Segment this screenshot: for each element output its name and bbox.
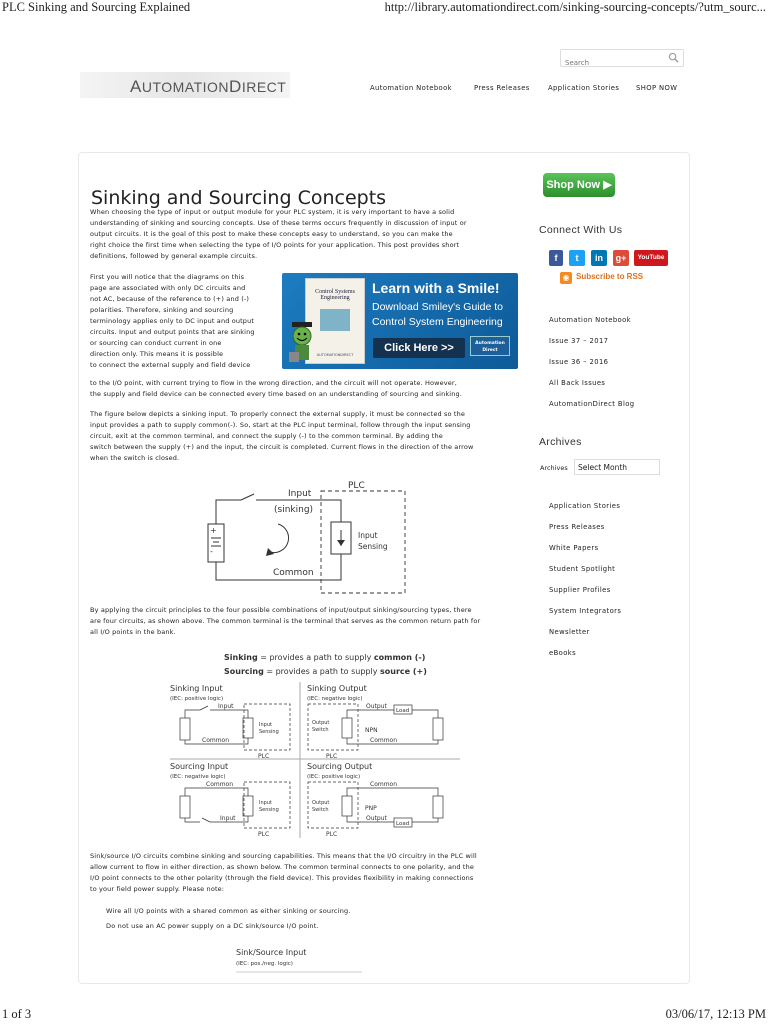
site-logo[interactable]: AUTOMATIONDIRECT	[130, 77, 287, 96]
fig2-q2-common-label: Common	[370, 737, 398, 744]
fig2-pnp-label: PNP	[365, 805, 377, 812]
archives-label: Archives	[540, 464, 568, 472]
automationdirect-logo: Automation Direct	[470, 336, 510, 356]
linkedin-icon[interactable]: in	[591, 250, 607, 266]
google-plus-icon[interactable]: g+	[613, 250, 629, 266]
fig1-common-label: Common	[273, 568, 314, 578]
youtube-icon[interactable]: YouTube	[634, 250, 668, 266]
sidebar-link[interactable]: Automation Notebook	[549, 316, 632, 324]
fig1-plus-label: +	[210, 526, 217, 535]
nav-press-releases[interactable]: Press Releases	[474, 84, 530, 92]
fig1-sensing-label: Sensing	[358, 542, 388, 551]
archives-heading: Archives	[539, 436, 582, 448]
fig2-q4-load-label: Load	[396, 821, 410, 827]
dc-circuits-paragraph: First you will notice that the diagrams on this page are associated with only DC circuits and not AC, because of the reference to (+) and (-) polarities. Therefore, sinking and sourcing terminology applies only to DC input and output circuits. Input and output points that are sinking or sourcing can conduct current in one direction only. This means it is possible to connect the external supply and field device	[90, 273, 255, 369]
play-arrow-icon: ▶	[603, 179, 612, 191]
connect-heading: Connect With Us	[539, 224, 623, 236]
intro-paragraph: When choosing the type of input or output module for your PLC system, it is very important to have a solid understanding of sinking and sourcing concepts. Use of these terms occurs frequently in discussion of input or output circuits. It is the goal of this post to make these concepts easy to understand, so you can make the right choice the first time when selecting the type of I/O points for your application. This post provides short definitions, followed by general example circuits.	[90, 208, 467, 260]
facebook-icon[interactable]: f	[549, 250, 563, 266]
fig2-q3-plc-label: PLC	[258, 831, 270, 838]
sidebar-link[interactable]: Issue 37 – 2017	[549, 337, 609, 345]
dc-circuits-paragraph-cont: to the I/O point, with current trying to flow in the wrong direction, and the circuit will not operate. However, the supply and field device can be connected every time based on an understanding of sourcing and sinking.	[90, 379, 462, 398]
fig2-sinking-output-sub: (IEC: negative logic)	[307, 696, 363, 702]
print-datetime: 03/06/17, 12:13 PM	[665, 1007, 766, 1021]
fig2-sinking-definition: Sinking = provides a path to supply common (-)	[224, 653, 426, 662]
fig2-q3-input-label: Input	[220, 815, 236, 822]
search-box	[560, 49, 684, 67]
fig2-q2-output-label: Output	[366, 703, 387, 710]
search-input[interactable]	[561, 56, 664, 70]
sidebar-link[interactable]: Issue 36 – 2016	[549, 358, 609, 366]
fig1-input-label: Input	[288, 489, 312, 499]
search-icon[interactable]	[668, 52, 679, 63]
fig2-q3-common-label: Common	[206, 781, 234, 788]
sidebar-link[interactable]: Application Stories	[549, 502, 621, 510]
sidebar-link[interactable]: White Papers	[549, 544, 599, 552]
fig2-q1-common-label: Common	[202, 737, 230, 744]
sinking-input-diagram	[196, 476, 412, 596]
fig2-npn-label: NPN	[365, 727, 378, 734]
book-cover-image: Control Systems Engineering AUTOMATIONDIRECT	[305, 278, 365, 364]
ad-click-here-button[interactable]: Click Here >>	[373, 338, 465, 358]
fig2-sourcing-input-sub: (IEC: negative logic)	[170, 774, 226, 780]
fig1-input-sensing-label: Input	[358, 531, 378, 540]
sidebar-link[interactable]: All Back Issues	[549, 379, 606, 387]
nav-application-stories[interactable]: Application Stories	[548, 84, 620, 92]
fig2-sourcing-output-sub: (IEC: positive logic)	[307, 774, 361, 780]
fig2-q2-load-label: Load	[396, 708, 410, 714]
subscribe-rss-link[interactable]: Subscribe to RSS	[576, 272, 644, 281]
sidebar-link[interactable]: System Integrators	[549, 607, 622, 615]
note-item: Wire all I/O points with a shared common as either sinking or sourcing.	[106, 907, 351, 915]
fig2-sinking-output-title: Sinking Output	[307, 684, 367, 693]
fig2-q1-plc-label: PLC	[258, 753, 270, 760]
fig2-sourcing-output-title: Sourcing Output	[307, 762, 373, 771]
sidebar-link[interactable]: Newsletter	[549, 628, 590, 636]
shop-now-button[interactable]: Shop Now ▶	[543, 173, 615, 197]
nav-automation-notebook[interactable]: Automation Notebook	[370, 84, 453, 92]
four-circuits-paragraph: By applying the circuit principles to the four possible combinations of input/output sinking/sourcing types, there are four circuits, as shown above. The common terminal is the terminal that serves as the common return path for all I/O points in the bank.	[90, 606, 481, 636]
print-page-title: PLC Sinking and Sourcing Explained	[2, 0, 191, 14]
fig2-q4-plc-label: PLC	[326, 831, 338, 838]
print-url: http://library.automationdirect.com/sinking-sourcing-concepts/?utm_sourc...	[384, 0, 766, 14]
sidebar-link[interactable]: AutomationDirect Blog	[549, 400, 635, 408]
fig2-sinking-input-sub: (IEC: positive logic)	[170, 696, 224, 702]
fig2-q4-switch-label-1: Output	[312, 800, 330, 806]
fig2-q2-switch-label-2: Switch	[312, 727, 329, 733]
ad-subheadline: Download Smiley's Guide to Control System Engineering	[372, 301, 503, 328]
fig2-q4-switch-label-2: Switch	[312, 807, 329, 813]
sidebar-link[interactable]: Supplier Profiles	[549, 586, 611, 594]
fig2-sourcing-input-title: Sourcing Input	[170, 762, 229, 771]
fig1-sinking-label: (sinking)	[274, 505, 314, 515]
sinking-input-paragraph: The figure below depicts a sinking input. To properly connect the external supply, it must be connected so the input provides a path to supply common(-). So, start at the PLC input terminal, follow through the input sensing circuit, exit at the common terminal, and connect the supply (-) to the common terminal. By adding the switch between the supply (+) and the input, the circuit is completed. Current flows in the direction of the arrow when the switch is closed.	[90, 410, 474, 462]
note-item: Do not use an AC power supply on a DC sink/source I/O point.	[106, 922, 319, 930]
fig2-q2-switch-label-1: Output	[312, 720, 330, 726]
fig2-q3-sensing-label-2: Sensing	[259, 807, 279, 813]
sink-source-paragraph: Sink/source I/O circuits combine sinking and sourcing capabilities. This means that the I/O circuitry in the PLC will allow current to flow in either direction, as shown below. The common terminal connects to one polarity, and the I/O point connects to the other polarity (through the field device). This provides flexibility in making connections to your field power supply. Please note:	[90, 852, 477, 893]
print-page-number: 1 of 3	[2, 1007, 32, 1021]
archives-month-select[interactable]: Select Month	[574, 459, 660, 475]
smiley-mascot-image	[286, 322, 318, 366]
fig2-q4-output-label: Output	[366, 815, 387, 822]
fig2-sinking-input-title: Sinking Input	[170, 684, 223, 693]
nav-shop-now[interactable]: SHOP NOW	[636, 84, 678, 92]
twitter-icon[interactable]: t	[569, 250, 585, 266]
sink-source-input-diagram	[232, 944, 372, 974]
ad-headline: Learn with a Smile!	[372, 280, 500, 296]
sidebar-link[interactable]: Student Spotlight	[549, 565, 616, 573]
page-title: Sinking and Sourcing Concepts	[91, 186, 387, 209]
rss-icon[interactable]: ◉	[560, 272, 572, 284]
fig2-q2-plc-label: PLC	[326, 753, 338, 760]
fig2-q1-input-label: Input	[218, 703, 234, 710]
fig3-subtitle: (IEC: pos./neg. logic)	[236, 961, 293, 967]
fig2-q3-sensing-label-1: Input	[259, 800, 272, 806]
fig2-q1-sensing-label-1: Input	[259, 722, 272, 728]
sinking-sourcing-combinations-diagram	[166, 648, 466, 840]
fig1-minus-label: -	[210, 547, 213, 556]
fig1-plc-label: PLC	[348, 481, 365, 491]
fig2-q1-sensing-label-2: Sensing	[259, 729, 279, 735]
fig2-sourcing-definition: Sourcing = provides a path to supply source (+)	[224, 667, 427, 676]
fig3-title: Sink/Source Input	[236, 948, 307, 957]
fig2-q4-common-label: Common	[370, 781, 398, 788]
sidebar-link[interactable]: Press Releases	[549, 523, 605, 531]
sidebar-link[interactable]: eBooks	[549, 649, 577, 657]
